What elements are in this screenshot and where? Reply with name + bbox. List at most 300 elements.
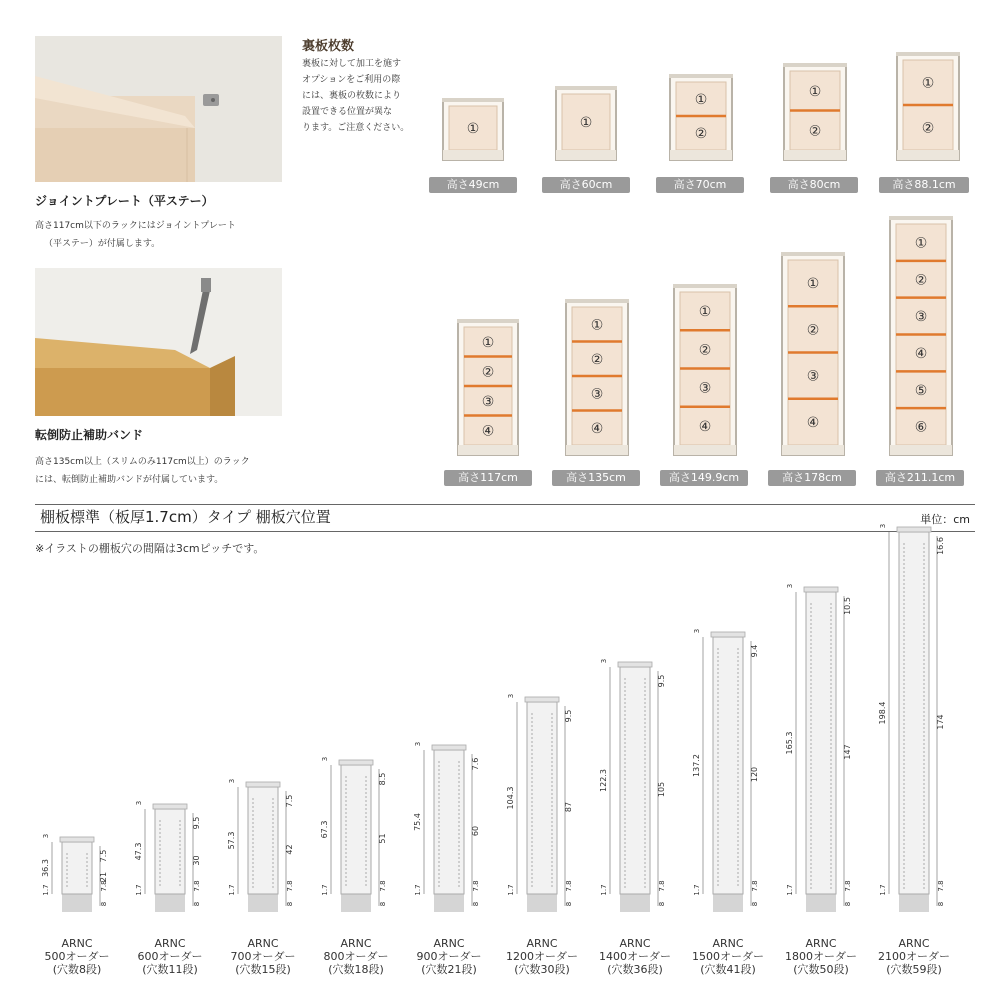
shelf-hole: [458, 821, 459, 822]
cabinet-body: [713, 637, 743, 894]
shelf-hole: [66, 877, 67, 878]
shelf-hole: [830, 719, 831, 720]
dim-base-3: 8: [751, 901, 759, 907]
shelf-hole: [644, 738, 645, 739]
shelf-hole: [923, 795, 924, 796]
shelf-hole: [644, 874, 645, 875]
shelf-hole: [903, 723, 904, 724]
cabinet-base: [248, 894, 278, 912]
shelf-hole: [551, 813, 552, 814]
dim-top-thickness: 3: [786, 583, 794, 589]
shelf-hole: [737, 672, 738, 673]
shelf-hole: [531, 845, 532, 846]
shelf-hole: [365, 840, 366, 841]
shelf-hole: [923, 871, 924, 872]
shelf-hole: [252, 842, 253, 843]
shelf-hole: [272, 870, 273, 871]
model-order: 1500オーダー: [692, 950, 764, 963]
shelf-hole: [737, 812, 738, 813]
shelf-hole: [810, 787, 811, 788]
shelf-hole: [810, 791, 811, 792]
shelf-hole: [717, 788, 718, 789]
shelf-hole: [345, 784, 346, 785]
shelf-hole: [830, 667, 831, 668]
shelf-hole: [531, 729, 532, 730]
shelf-hole: [830, 839, 831, 840]
shelf-hole: [923, 747, 924, 748]
shelf-hole: [903, 707, 904, 708]
shelf-hole: [458, 881, 459, 882]
shelf-hole: [923, 611, 924, 612]
dim-hole-span: 42: [285, 844, 294, 855]
shelf-hole: [458, 777, 459, 778]
shelf-hole: [365, 784, 366, 785]
panel-number: ③: [806, 368, 820, 385]
cabinet-base: [890, 445, 952, 455]
shelf-hole: [737, 856, 738, 857]
shelf-hole: [923, 567, 924, 568]
shelf-hole: [810, 863, 811, 864]
shelf-hole: [903, 711, 904, 712]
shelf-hole: [810, 627, 811, 628]
shelf-hole: [923, 559, 924, 560]
shelf-hole: [252, 838, 253, 839]
shelf-hole: [345, 816, 346, 817]
height-badge: 高さ60cm: [542, 177, 630, 193]
shelf-hole: [345, 788, 346, 789]
dim-hole-span: 51: [378, 833, 387, 844]
shelf-hole: [717, 664, 718, 665]
shelf-hole: [531, 877, 532, 878]
shelf-hole: [903, 587, 904, 588]
shelf-hole: [252, 846, 253, 847]
shelf-hole: [923, 803, 924, 804]
shelf-hole: [810, 775, 811, 776]
model-name: ARNC: [247, 937, 279, 950]
panel-number: ②: [806, 322, 820, 339]
shelf-hole: [737, 676, 738, 677]
shelf-hole: [272, 874, 273, 875]
panel-number: ①: [921, 75, 935, 92]
shelf-hole: [179, 844, 180, 845]
shelf-hole: [272, 798, 273, 799]
shelf-hole: [923, 783, 924, 784]
model-name: ARNC: [898, 937, 930, 950]
shelf-hole: [438, 813, 439, 814]
shelf-hole: [923, 743, 924, 744]
shelf-hole: [717, 800, 718, 801]
shelf-hole: [345, 792, 346, 793]
model-holes: (穴数8段): [52, 963, 102, 976]
shelf-hole: [159, 864, 160, 865]
shelf-hole: [345, 844, 346, 845]
shelf-hole: [737, 648, 738, 649]
shelf-hole: [252, 834, 253, 835]
shelf-hole: [923, 823, 924, 824]
shelf-hole: [717, 668, 718, 669]
shelf-hole: [737, 792, 738, 793]
shelf-hole: [624, 814, 625, 815]
shelf-hole: [272, 822, 273, 823]
shelf-hole: [810, 819, 811, 820]
panel-number: ③: [481, 393, 495, 410]
shelf-hole: [438, 857, 439, 858]
shelf-hole: [531, 841, 532, 842]
cabinet-top-board: [673, 284, 737, 288]
shelf-hole: [365, 848, 366, 849]
shelf-hole: [179, 832, 180, 833]
shelf-hole: [830, 859, 831, 860]
model-label: [776, 937, 866, 976]
dim-base-2: 7.8: [844, 880, 852, 892]
shelf-hole: [458, 869, 459, 870]
cabinet-base: [674, 445, 736, 455]
shelf-hole: [810, 743, 811, 744]
shelf-hole: [272, 886, 273, 887]
shelf-hole: [458, 801, 459, 802]
model-order: 500オーダー: [44, 950, 110, 963]
shelf-hole: [551, 869, 552, 870]
panel-number: ①: [466, 121, 480, 137]
model-label: [869, 937, 959, 976]
shelf-hole: [531, 777, 532, 778]
shelf-hole: [903, 859, 904, 860]
model-name: ARNC: [433, 937, 465, 950]
shelf-hole: [810, 783, 811, 784]
shelf-hole: [810, 823, 811, 824]
shelf-hole: [345, 804, 346, 805]
shelf-hole: [624, 850, 625, 851]
shelf-hole: [624, 866, 625, 867]
shelf-hole: [179, 852, 180, 853]
dim-base-3: 8: [565, 901, 573, 907]
dim-base-1: 1.7: [786, 884, 794, 896]
shelf-hole: [737, 828, 738, 829]
shelf-hole: [737, 752, 738, 753]
shelf-hole: [923, 887, 924, 888]
shelf-hole: [345, 884, 346, 885]
shelf-hole: [830, 627, 831, 628]
shelf-hole: [252, 878, 253, 879]
shelf-hole: [903, 811, 904, 812]
panel-number: ④: [806, 414, 820, 431]
shelf-hole: [624, 842, 625, 843]
shelf-hole: [830, 655, 831, 656]
shelf-hole: [810, 835, 811, 836]
shelf-hole: [810, 851, 811, 852]
shelf-hole: [903, 635, 904, 636]
shelf-hole: [624, 742, 625, 743]
shelf-hole: [252, 862, 253, 863]
shelf-hole: [717, 772, 718, 773]
shelf-hole: [252, 810, 253, 811]
joint-plate-text-1: 高さ117cm以下のラックにはジョイントプレート: [35, 221, 236, 231]
shelf-hole: [159, 840, 160, 841]
shelf-hole: [903, 703, 904, 704]
back-panel-line: には、裏板の枚数により: [302, 91, 402, 101]
shelf-hole: [551, 801, 552, 802]
shelf-hole: [159, 844, 160, 845]
shelf-hole: [624, 702, 625, 703]
panel-number: ①: [914, 235, 928, 252]
cabinet-top: [711, 632, 745, 637]
panel-number: ②: [694, 126, 708, 142]
dim-hole-span: 30: [192, 855, 201, 866]
dim-base-2: 7.8: [100, 880, 108, 892]
shelf-hole: [717, 724, 718, 725]
dim-inner-height: 198.4: [878, 701, 887, 725]
shelf-hole: [365, 868, 366, 869]
cabinet-body: [341, 765, 371, 894]
shelf-hole: [551, 805, 552, 806]
shelf-hole: [644, 862, 645, 863]
shelf-hole: [86, 861, 87, 862]
shelf-hole: [903, 835, 904, 836]
cabinet-base: [434, 894, 464, 912]
shelf-hole: [252, 814, 253, 815]
shelf-hole: [903, 543, 904, 544]
dim-base-1: 1.7: [507, 884, 515, 896]
shelf-hole: [345, 836, 346, 837]
panel-number: ④: [481, 423, 495, 440]
shelf-hole: [438, 789, 439, 790]
shelf-hole: [644, 778, 645, 779]
shelf-hole: [345, 848, 346, 849]
shelf-hole: [159, 828, 160, 829]
shelf-hole: [624, 762, 625, 763]
dim-base-1: 1.7: [42, 884, 50, 896]
shelf-hole: [624, 698, 625, 699]
shelf-hole: [903, 679, 904, 680]
model-order: 1200オーダー: [506, 950, 578, 963]
shelf-hole: [644, 694, 645, 695]
dim-top-gap: 8.5: [378, 772, 387, 786]
shelf-hole: [923, 723, 924, 724]
dim-base-1: 1.7: [135, 884, 143, 896]
shelf-hole: [830, 735, 831, 736]
dim-hole-span: 147: [843, 744, 852, 760]
shelf-hole: [551, 793, 552, 794]
shelf-hole: [923, 659, 924, 660]
shelf-hole: [923, 599, 924, 600]
pitch-note: ※イラストの棚板穴の間隔は3cmピッチです。: [35, 542, 265, 555]
shelf-hole: [903, 887, 904, 888]
panel-number: ⑤: [914, 382, 928, 399]
panel-number: ②: [914, 272, 928, 289]
shelf-hole: [903, 727, 904, 728]
shelf-hole: [810, 683, 811, 684]
shelf-hole: [903, 643, 904, 644]
shelf-hole: [531, 773, 532, 774]
shelf-hole: [903, 551, 904, 552]
shelf-hole: [923, 835, 924, 836]
shelf-hole: [737, 728, 738, 729]
shelf-hole: [903, 583, 904, 584]
shelf-hole: [644, 774, 645, 775]
cabinet-top-board: [781, 252, 845, 256]
shelf-hole: [644, 698, 645, 699]
shelf-hole: [717, 832, 718, 833]
shelf-hole: [458, 853, 459, 854]
shelf-hole: [438, 785, 439, 786]
shelf-hole: [717, 808, 718, 809]
shelf-hole: [830, 807, 831, 808]
dim-top-gap: 9.5: [657, 674, 666, 688]
shelf-hole: [810, 667, 811, 668]
shelf-hole: [272, 846, 273, 847]
shelf-hole: [903, 771, 904, 772]
cabinet-top-board: [565, 299, 629, 303]
back-panel-line: 設置できる位置が異な: [302, 107, 393, 117]
shelf-hole: [86, 881, 87, 882]
shelf-hole: [644, 850, 645, 851]
shelf-hole: [830, 643, 831, 644]
model-holes: (穴数30段): [514, 963, 570, 976]
shelf-hole: [159, 872, 160, 873]
shelf-hole: [737, 760, 738, 761]
shelf-hole: [551, 769, 552, 770]
model-label: [404, 937, 494, 976]
shelf-hole: [737, 880, 738, 881]
shelf-hole: [345, 872, 346, 873]
shelf-hole: [717, 752, 718, 753]
shelf-hole: [717, 764, 718, 765]
shelf-hole: [923, 691, 924, 692]
shelf-hole: [830, 883, 831, 884]
dim-top-gap: 9.5: [192, 816, 201, 830]
shelf-hole: [903, 575, 904, 576]
shelf-hole: [458, 845, 459, 846]
shelf-hole: [810, 679, 811, 680]
cabinet-top-board: [783, 63, 847, 67]
shelf-hole: [438, 765, 439, 766]
shelf-hole: [923, 699, 924, 700]
shelf-hole: [830, 879, 831, 880]
shelf-hole: [903, 763, 904, 764]
shelf-hole: [644, 822, 645, 823]
dim-hole-span: 87: [564, 801, 573, 813]
panel-number: ④: [914, 345, 928, 362]
shelf-hole: [438, 833, 439, 834]
shelf-hole: [624, 754, 625, 755]
shelf-hole: [923, 847, 924, 848]
section-title: 棚板標準（板厚1.7cm）タイプ 棚板穴位置: [40, 508, 331, 526]
shelf-hole: [624, 822, 625, 823]
shelf-hole: [531, 785, 532, 786]
shelf-hole: [551, 849, 552, 850]
shelf-hole: [830, 747, 831, 748]
shelf-hole: [923, 675, 924, 676]
shelf-hole: [810, 807, 811, 808]
shelf-hole: [531, 741, 532, 742]
shelf-hole: [903, 719, 904, 720]
shelf-hole: [252, 826, 253, 827]
shelf-hole: [551, 733, 552, 734]
back-panel-title: 裏板枚数: [302, 39, 355, 54]
shelf-hole: [531, 809, 532, 810]
shelf-hole: [717, 796, 718, 797]
shelf-hole: [624, 722, 625, 723]
shelf-hole: [903, 783, 904, 784]
shelf-hole: [345, 824, 346, 825]
shelf-hole: [179, 860, 180, 861]
shelf-hole: [438, 801, 439, 802]
shelf-hole: [365, 864, 366, 865]
cabinet-base: [341, 894, 371, 912]
shelf-hole: [830, 871, 831, 872]
shelf-hole: [531, 757, 532, 758]
shelf-hole: [737, 748, 738, 749]
shelf-hole: [345, 808, 346, 809]
cabinet-base: [784, 150, 846, 160]
shelf-hole: [830, 639, 831, 640]
shelf-hole: [923, 667, 924, 668]
shelf-hole: [810, 703, 811, 704]
shelf-hole: [830, 835, 831, 836]
shelf-hole: [903, 663, 904, 664]
shelf-hole: [458, 793, 459, 794]
shelf-hole: [737, 652, 738, 653]
shelf-hole: [551, 837, 552, 838]
shelf-hole: [458, 825, 459, 826]
shelf-hole: [458, 761, 459, 762]
shelf-hole: [624, 882, 625, 883]
shelf-hole: [272, 830, 273, 831]
shelf-hole: [923, 587, 924, 588]
shelf-hole: [272, 850, 273, 851]
panel-number: ②: [590, 351, 604, 368]
shelf-hole: [159, 880, 160, 881]
shelf-hole: [810, 843, 811, 844]
shelf-hole: [923, 643, 924, 644]
shelf-hole: [438, 869, 439, 870]
shelf-hole: [365, 800, 366, 801]
shelf-hole: [252, 866, 253, 867]
shelf-hole: [923, 619, 924, 620]
model-name: ARNC: [619, 937, 651, 950]
shelf-hole: [66, 857, 67, 858]
shelf-hole: [365, 884, 366, 885]
model-holes: (穴数11段): [142, 963, 198, 976]
shelf-hole: [923, 799, 924, 800]
shelf-hole: [810, 795, 811, 796]
shelf-hole: [737, 820, 738, 821]
shelf-hole: [531, 733, 532, 734]
shelf-hole: [717, 696, 718, 697]
shelf-hole: [644, 782, 645, 783]
shelf-hole: [531, 833, 532, 834]
shelf-hole: [830, 687, 831, 688]
shelf-hole: [551, 729, 552, 730]
shelf-hole: [365, 860, 366, 861]
anti-tip-band-title: 転倒防止補助バンド: [35, 428, 144, 442]
shelf-hole: [903, 647, 904, 648]
shelf-hole: [717, 656, 718, 657]
shelf-hole: [345, 812, 346, 813]
shelf-hole: [903, 855, 904, 856]
shelf-hole: [717, 836, 718, 837]
shelf-hole: [551, 829, 552, 830]
shelf-hole: [551, 817, 552, 818]
shelf-hole: [830, 843, 831, 844]
dim-base-2: 7.8: [658, 880, 666, 892]
shelf-hole: [531, 753, 532, 754]
dim-inner-height: 75.4: [413, 813, 422, 831]
shelf-hole: [624, 878, 625, 879]
shelf-hole: [644, 710, 645, 711]
shelf-hole: [644, 806, 645, 807]
shelf-hole: [272, 806, 273, 807]
